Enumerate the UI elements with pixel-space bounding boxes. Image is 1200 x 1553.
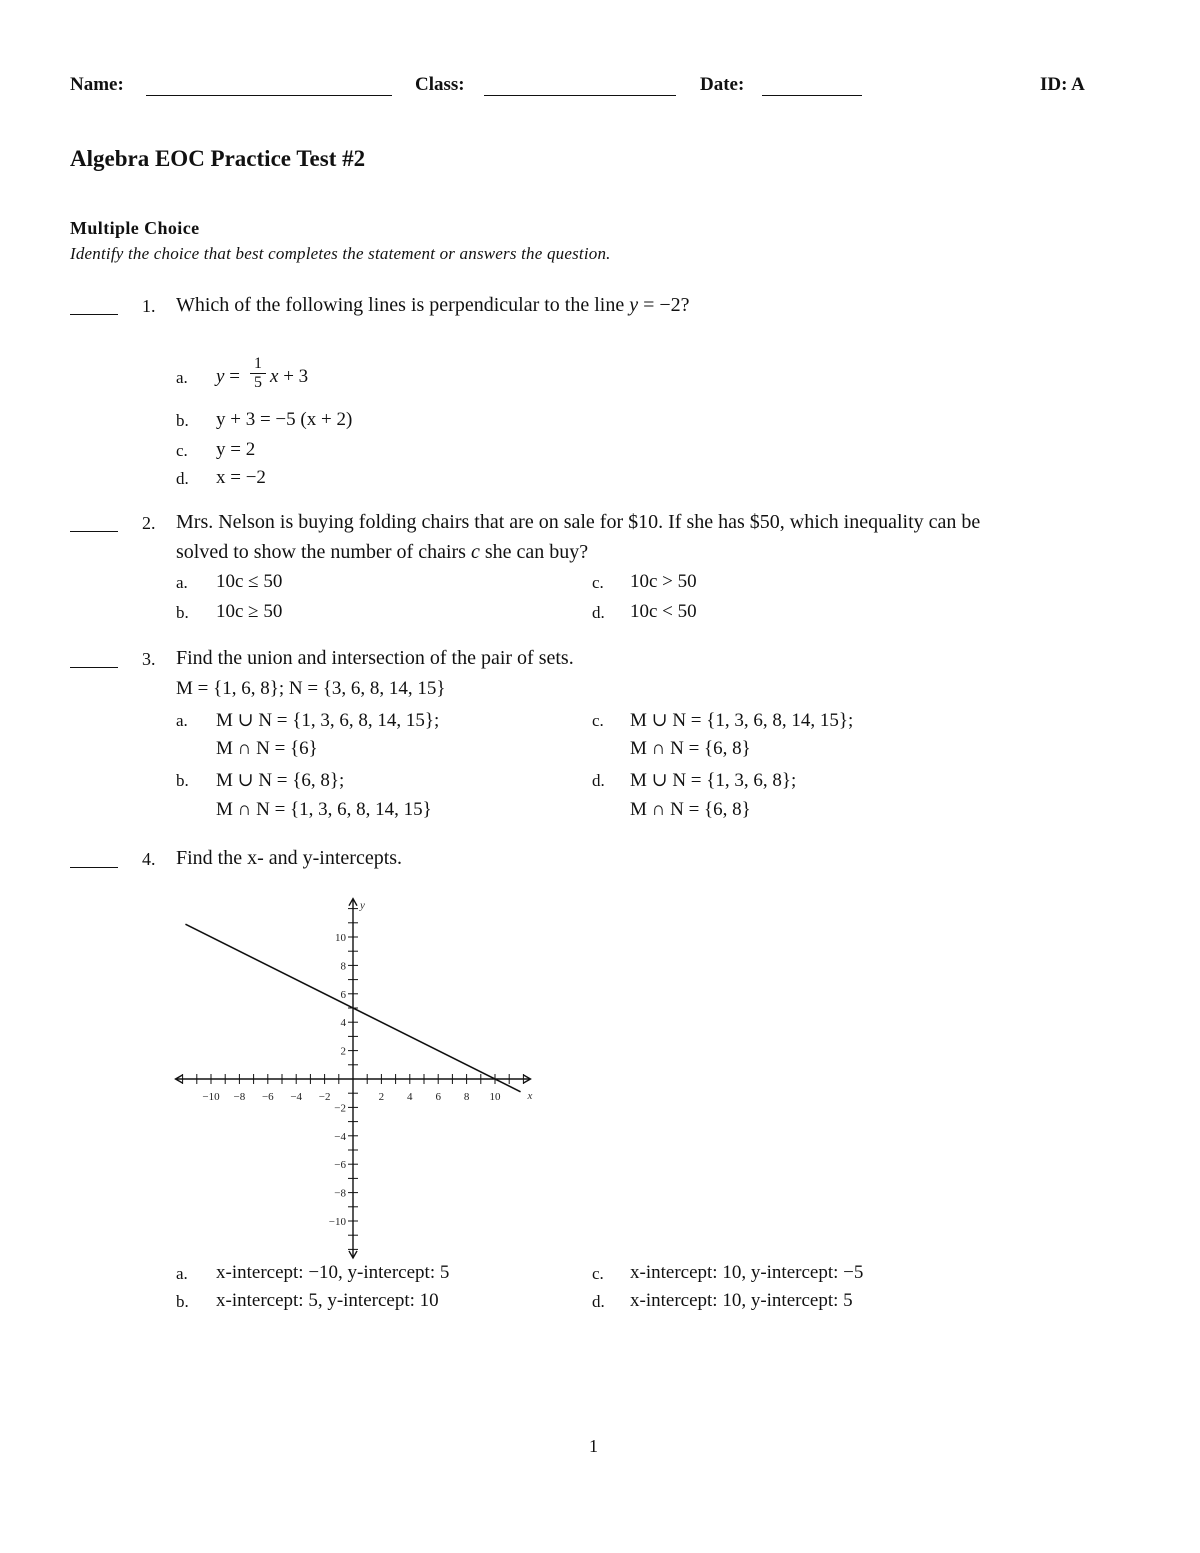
choice-d-text: 10c < 50 xyxy=(630,601,697,622)
answer-blank-2 xyxy=(70,531,118,532)
choice-label: a. xyxy=(176,573,188,592)
date-label: Date: xyxy=(700,74,745,95)
question-stem: Mrs. Nelson is buying folding chairs that are on sale for $10. If she has $50, which inequality can be xyxy=(176,511,981,533)
question-stem-line2: solved to show the number of chairs c she can buy? xyxy=(176,541,589,563)
choice-c-text: y = 2 xyxy=(216,439,256,460)
choice-b-line1: M ∪ N = {6, 8}; xyxy=(216,770,345,791)
choice-label: d. xyxy=(592,771,605,790)
name-label: Name: xyxy=(70,74,124,95)
choice-c-line1: M ∪ N = {1, 3, 6, 8, 14, 15}; xyxy=(630,710,854,731)
x-tick-label: −10 xyxy=(202,1091,220,1103)
choice-label: d. xyxy=(592,603,605,622)
choice-label: b. xyxy=(176,771,189,790)
y-tick-label: 8 xyxy=(340,960,346,973)
x-tick-label: −2 xyxy=(318,1091,331,1103)
choice-a-text: x-intercept: −10, y-intercept: 5 xyxy=(216,1262,450,1283)
y-tick-label: −4 xyxy=(334,1130,346,1143)
x-tick-label: −6 xyxy=(261,1091,274,1103)
choice-label: b. xyxy=(176,411,189,430)
choice-a-line2: M ∩ N = {6} xyxy=(216,738,318,759)
choice-a-text: y = xyxy=(216,366,240,387)
y-tick-label: −10 xyxy=(328,1216,346,1228)
class-label: Class: xyxy=(415,74,465,95)
y-tick-label: 4 xyxy=(340,1017,346,1030)
y-tick-label: −6 xyxy=(334,1159,346,1172)
x-tick-label: 2 xyxy=(378,1091,385,1103)
y-tick-label: −2 xyxy=(334,1102,346,1115)
choice-d-line2: M ∩ N = {6, 8} xyxy=(630,799,751,820)
y-tick-label: −8 xyxy=(334,1187,346,1200)
question-number: 2. xyxy=(142,513,156,533)
choice-d-text: x = −2 xyxy=(216,467,266,488)
choice-label: d. xyxy=(592,1292,605,1311)
question-stem: Find the union and intersection of the pair of sets. xyxy=(176,647,574,669)
id-label: ID: A xyxy=(1040,74,1085,95)
choice-label: a. xyxy=(176,368,188,387)
x-tick-label: 8 xyxy=(463,1091,470,1103)
x-tick-label: 4 xyxy=(407,1091,413,1103)
y-tick-label: 10 xyxy=(335,932,346,944)
choice-b-text: y + 3 = −5 (x + 2) xyxy=(216,409,353,430)
section-heading: Multiple Choice xyxy=(70,218,200,238)
choice-label: b. xyxy=(176,1292,189,1311)
coordinate-graph xyxy=(170,895,540,1260)
name-blank xyxy=(146,95,392,96)
y-axis-label: y xyxy=(360,899,365,912)
x-tick-label: −8 xyxy=(233,1091,246,1103)
y-tick-label: 6 xyxy=(340,988,346,1001)
choice-label: a. xyxy=(176,1264,188,1283)
page-title: Algebra EOC Practice Test #2 xyxy=(70,146,366,171)
choice-c-text: 10c > 50 xyxy=(630,571,697,592)
section-instructions: Identify the choice that best completes the statement or answers the question. xyxy=(70,244,611,263)
choice-a-text: 10c ≤ 50 xyxy=(216,571,283,592)
question-stem: Which of the following lines is perpendicular to the line y = −2? xyxy=(176,294,690,316)
choice-label: d. xyxy=(176,469,189,488)
choice-label: c. xyxy=(592,1264,604,1283)
choice-d-line1: M ∪ N = {1, 3, 6, 8}; xyxy=(630,770,797,791)
choice-a-line1: M ∪ N = {1, 3, 6, 8, 14, 15}; xyxy=(216,710,440,731)
choice-c-text: x-intercept: 10, y-intercept: −5 xyxy=(630,1262,864,1283)
choice-label: c. xyxy=(592,573,604,592)
x-tick-label: 10 xyxy=(489,1091,501,1103)
question-sets: M = {1, 6, 8}; N = {3, 6, 8, 14, 15} xyxy=(176,678,446,699)
answer-blank-3 xyxy=(70,667,118,668)
x-axis-label: x xyxy=(527,1090,533,1102)
question-stem: Find the x- and y-intercepts. xyxy=(176,847,403,869)
date-blank xyxy=(762,95,862,96)
x-tick-label: 6 xyxy=(435,1091,441,1103)
choice-c-line2: M ∩ N = {6, 8} xyxy=(630,738,751,759)
choice-b-text: x-intercept: 5, y-intercept: 10 xyxy=(216,1290,439,1311)
choice-a-text-rest: x + 3 xyxy=(270,366,309,387)
answer-blank-1 xyxy=(70,314,118,315)
class-blank xyxy=(484,95,676,96)
question-number: 3. xyxy=(142,649,156,669)
y-tick-label: 2 xyxy=(340,1045,346,1058)
question-number: 1. xyxy=(142,296,156,316)
choice-d-text: x-intercept: 10, y-intercept: 5 xyxy=(630,1290,853,1311)
choice-b-text: 10c ≥ 50 xyxy=(216,601,283,622)
choice-label: a. xyxy=(176,711,188,730)
answer-blank-4 xyxy=(70,867,118,868)
question-number: 4. xyxy=(142,849,156,869)
fraction: 1 5 xyxy=(250,356,266,391)
x-tick-label: −4 xyxy=(290,1091,303,1103)
choice-label: b. xyxy=(176,603,189,622)
page-number: 1 xyxy=(589,1436,598,1456)
choice-label: c. xyxy=(592,711,604,730)
choice-label: c. xyxy=(176,441,188,460)
choice-b-line2: M ∩ N = {1, 3, 6, 8, 14, 15} xyxy=(216,799,432,820)
